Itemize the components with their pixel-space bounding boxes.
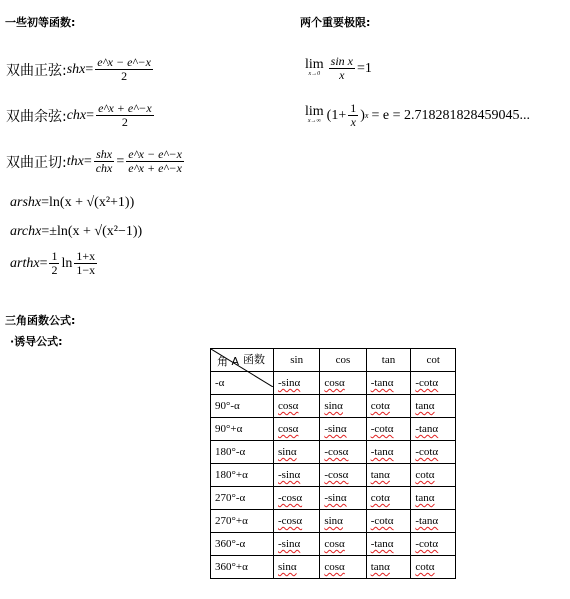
value-cell: -cotα xyxy=(411,372,456,395)
induction-formulas-heading: ·诱导公式: xyxy=(10,335,63,348)
limit-operator: lim xyxy=(305,57,324,72)
angle-cell: 360°+α xyxy=(211,556,274,579)
induction-table xyxy=(210,348,456,579)
corner-bottom-label: 角 A xyxy=(217,355,240,368)
value-cell: -cotα xyxy=(411,533,456,556)
corner-top-label: 函数 xyxy=(243,353,265,366)
value-cell: tanα xyxy=(411,487,456,510)
important-limits-heading: 两个重要极限: xyxy=(300,16,371,29)
angle-cell: 270°-α xyxy=(211,487,274,510)
formula-archx: archx = ±ln(x + √(x²−1)) xyxy=(10,224,143,239)
value-cell: -cosα xyxy=(274,487,320,510)
table-row xyxy=(211,487,456,510)
value-cell: -cosα xyxy=(320,441,366,464)
formula-fraction-2: $\frac{e\^{}x - e\^{}-x}{e\^{}x + e\^{}-x}$ xyxy=(128,147,182,175)
formula-label: 双曲余弦: xyxy=(6,108,67,125)
column-header: cos xyxy=(320,349,366,372)
formula-fraction: $\frac{e\^{}x - e\^{}-x}{2}$ xyxy=(97,55,151,83)
formula-rhs: ln(x + √(x²+1)) xyxy=(49,195,135,210)
value-cell: -cotα xyxy=(366,418,411,441)
column-header: cot xyxy=(411,349,456,372)
value-cell: -cotα xyxy=(366,510,411,533)
value-cell: sinα xyxy=(320,395,366,418)
value-cell: cosα xyxy=(274,418,320,441)
limit-subscript: x→∞ xyxy=(307,118,321,124)
formula-label: 双曲正弦: xyxy=(6,62,67,79)
limit-result: =1 xyxy=(357,60,372,76)
value-cell: cosα xyxy=(320,533,366,556)
formula-lhs: thx xyxy=(66,153,84,169)
limit-fraction: $\frac{\text{sin x}}{x}$ xyxy=(330,54,354,82)
angle-cell: 90°-α xyxy=(211,395,274,418)
value-cell: -tanα xyxy=(366,372,411,395)
limit-first xyxy=(305,55,372,82)
formula-lhs: chx xyxy=(66,107,87,123)
value-cell: cosα xyxy=(320,556,366,579)
value-cell: -tanα xyxy=(366,533,411,556)
formula-arthx: arthx = $\frac{1}{2}$ ln $\frac{1+x}{1-x}$ xyxy=(10,249,96,277)
limit-close: ) xyxy=(360,107,365,123)
value-cell: cosα xyxy=(274,395,320,418)
angle-cell: 180°+α xyxy=(211,464,274,487)
formula-fraction: $\frac{1+x}{1-x}$ xyxy=(76,249,96,277)
limit-result: = e = 2.718281828459045... xyxy=(371,107,530,123)
value-cell: tanα xyxy=(411,395,456,418)
limit-base: (1+ xyxy=(326,107,347,123)
formula-fraction: $\frac{e\^{}x + e\^{}-x}{2}$ xyxy=(98,101,152,129)
elementary-functions-heading: 一些初等函数: xyxy=(5,16,76,29)
value-cell: -tanα xyxy=(411,418,456,441)
table-header-row xyxy=(211,349,456,372)
formula-lhs: shx xyxy=(66,61,86,77)
formula-lhs: arshx xyxy=(10,195,42,210)
value-cell: tanα xyxy=(366,464,411,487)
limit-operator: lim xyxy=(305,104,324,119)
formula-fraction-1: $\frac{\text{shx}}{\text{chx}}$ xyxy=(95,147,113,175)
table-row xyxy=(211,510,456,533)
value-cell: -tanα xyxy=(366,441,411,464)
value-cell: -cotα xyxy=(411,441,456,464)
value-cell: cotα xyxy=(366,395,411,418)
value-cell: cosα xyxy=(320,372,366,395)
formula-chx: 双曲余弦: chx = $\frac{e\^{}x + e\^{}-x}{2}$ xyxy=(6,101,152,129)
table-row xyxy=(211,395,456,418)
value-cell: sinα xyxy=(274,556,320,579)
value-cell: -sinα xyxy=(320,418,366,441)
formula-ln: ln xyxy=(61,255,73,271)
value-cell: -cosα xyxy=(320,464,366,487)
table-row xyxy=(211,441,456,464)
table-row xyxy=(211,533,456,556)
column-header: tan xyxy=(366,349,411,372)
value-cell: cotα xyxy=(366,487,411,510)
angle-cell: 180°-α xyxy=(211,441,274,464)
formula-label: 双曲正切: xyxy=(6,154,67,171)
limit-exponent: x xyxy=(364,111,369,120)
formula-lhs: arthx xyxy=(10,255,40,271)
formula-rhs: ±ln(x + √(x²−1)) xyxy=(49,224,143,239)
angle-cell: -α xyxy=(211,372,274,395)
value-cell: cotα xyxy=(411,464,456,487)
formula-thx: 双曲正切: thx = $\frac{\text{shx}}{\text{chx}}$ = $\frac{e\^{}x - e\^{}-x}{e\^{}x + e\^{}-x}$ xyxy=(6,147,182,175)
limit-subscript: x→0 xyxy=(308,71,321,77)
angle-cell: 270°+α xyxy=(211,510,274,533)
value-cell: -sinα xyxy=(274,372,320,395)
formula-shx: 双曲正弦: shx = $\frac{e\^{}x - e\^{}-x}{2}$ xyxy=(6,55,151,83)
value-cell: -cosα xyxy=(274,510,320,533)
table-row xyxy=(211,556,456,579)
value-cell: -tanα xyxy=(411,510,456,533)
formula-lhs: archx xyxy=(10,224,42,239)
value-cell: -sinα xyxy=(274,533,320,556)
value-cell: cotα xyxy=(411,556,456,579)
value-cell: -sinα xyxy=(274,464,320,487)
angle-cell: 90°+α xyxy=(211,418,274,441)
table-corner xyxy=(211,349,274,372)
formula-arshx: arshx = ln(x + √(x²+1)) xyxy=(10,195,135,210)
value-cell: -sinα xyxy=(320,487,366,510)
formula-coefficient: $\frac{1}{2}$ xyxy=(51,249,58,277)
angle-cell: 360°-α xyxy=(211,533,274,556)
limit-second xyxy=(305,102,530,129)
table-row xyxy=(211,418,456,441)
value-cell: sinα xyxy=(274,441,320,464)
trig-formulas-heading: 三角函数公式: xyxy=(5,314,76,327)
value-cell: sinα xyxy=(320,510,366,533)
limit-fraction: $\frac{1}{x}$ xyxy=(350,101,357,129)
value-cell: tanα xyxy=(366,556,411,579)
column-header: sin xyxy=(274,349,320,372)
table-row xyxy=(211,464,456,487)
